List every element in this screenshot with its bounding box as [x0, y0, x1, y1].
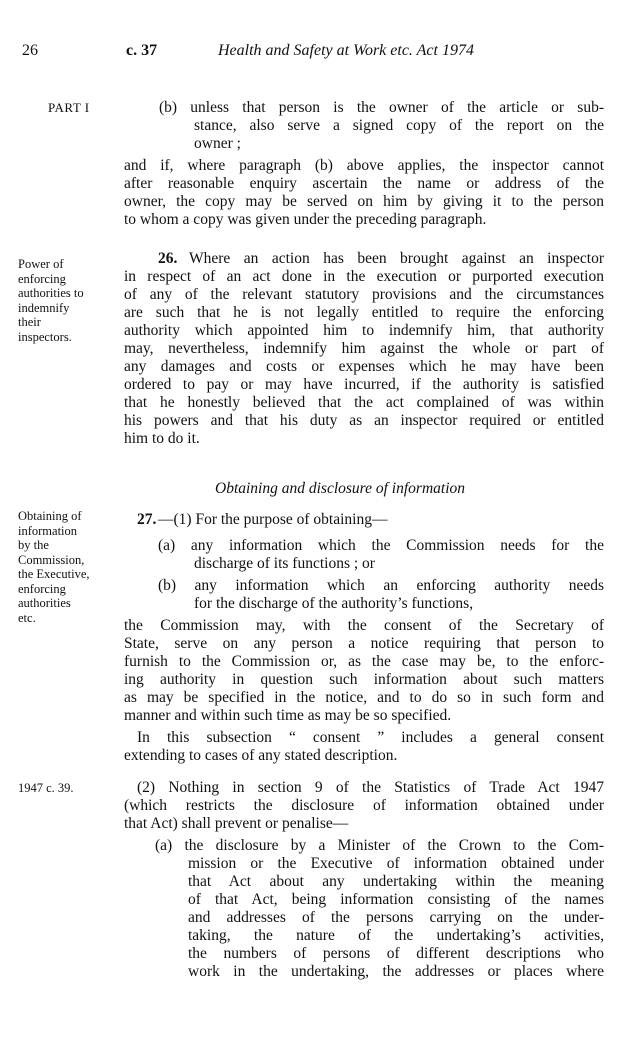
and-if-line: after reasonable enquiry ascertain the name or address of the — [124, 175, 604, 192]
margin-note-line: authorities — [18, 596, 71, 610]
section-27-line: furnish to the Commission or, as the case may be, to the enforc- — [124, 653, 604, 670]
and-if-line: and if, where paragraph (b) above applies, the inspector cannot — [124, 157, 604, 174]
section-26-line: ordered to pay or may have incurred, if the authority is satisfied — [124, 376, 604, 393]
margin-note-line: Commission, — [18, 552, 85, 567]
section-26-line: in respect of an act done in the execution or purported execution — [124, 268, 604, 285]
page-number: 26 — [22, 42, 38, 59]
section-27-line: as may be specified in the notice, and to do so in such form and — [124, 689, 604, 706]
subsection-2-line: that Act) shall prevent or penalise— — [124, 815, 349, 832]
margin-note-line: enforcing — [18, 271, 66, 286]
margin-note-line: information — [18, 523, 78, 538]
para-a-line: discharge of its functions ; or — [194, 555, 375, 572]
para-2a-line: the numbers of persons of different descriptions who — [188, 945, 604, 962]
para-a-line: (a) any information which the Commission needs for the — [158, 537, 604, 554]
section-27-number: 27. — [137, 511, 157, 528]
margin-note-line: the Executive, — [18, 567, 90, 581]
para-2a-line: (a) the disclosure by a Minister of the Crown to the Com- — [155, 837, 604, 854]
margin-note-line: Obtaining of — [18, 509, 82, 523]
section-27-line: the Commission may, with the consent of the Secretary of — [124, 617, 604, 634]
margin-note-line: inspectors. — [18, 329, 72, 344]
margin-note-section-27 — [18, 509, 90, 625]
section-27-line: State, serve on any person a notice requiring that person to — [124, 635, 604, 652]
para-b-line: for the discharge of the authority’s functions, — [194, 595, 474, 612]
subsection-2-line: (2) Nothing in section 9 of the Statistics of Trade Act 1947 — [137, 779, 604, 796]
subsection-2-line: (which restricts the disclosure of information obtained under — [124, 797, 604, 814]
margin-note-line: by the — [18, 538, 49, 552]
para-2a-line: taking, the nature of the undertaking’s activities, — [188, 927, 604, 944]
para-b-line: (b) any information which an enforcing authority needs — [158, 577, 604, 594]
section-27-line: manner and within such time as may be so specified. — [124, 707, 452, 724]
section-26-line: his powers and that his duty as an inspector required or entitled — [124, 412, 604, 429]
and-if-line: owner, the copy may be served on him by giving it to the person — [124, 193, 604, 210]
section-26-number: 26. — [158, 250, 178, 267]
consent-line: In this subsection “ consent ” includes a general consent — [137, 729, 604, 746]
section-26-line: Where an action has been brought against an inspector — [189, 250, 604, 267]
margin-note-line: their — [18, 315, 41, 329]
cross-heading: Obtaining and disclosure of information — [215, 480, 466, 497]
para-b-line: (b) unless that person is the owner of the article or sub- — [159, 99, 604, 116]
chapter-number: c. 37 — [126, 42, 158, 59]
para-2a-line: work in the undertaking, the addresses or places where — [188, 963, 604, 980]
section-26-line: are such that he is not legally entitled to require the enforcing — [124, 304, 604, 321]
consent-line: extending to cases of any stated description. — [124, 747, 398, 764]
para-2a-line: that Act about any undertaking within the meaning — [188, 873, 604, 890]
section-27-line: ing authority in question such information about such matters — [124, 671, 604, 688]
margin-note-line: indemnify — [18, 300, 70, 315]
section-26-line: of any of the relevant statutory provisions and the circumstances — [124, 286, 604, 303]
and-if-line: to whom a copy was given under the preceding paragraph. — [124, 211, 487, 228]
para-2a-line: and addresses of the persons carrying on the under- — [188, 909, 604, 926]
section-27-intro: —(1) For the purpose of obtaining— — [158, 511, 388, 528]
part-label: PART I — [48, 100, 90, 115]
section-26-line: authority which appointed him to indemnify him, that authority — [124, 322, 604, 339]
para-2a-line: of that Act, being information consisting of the names — [188, 891, 604, 908]
section-26-line: may, nevertheless, indemnify him against the whole or part of — [124, 340, 604, 357]
section-26-line: that he honestly believed that the act complained of was within — [124, 394, 604, 411]
para-2a-line: mission or the Executive of information obtained under — [188, 855, 604, 872]
margin-note-line: 1947 c. 39. — [18, 781, 74, 795]
para-b-line: owner ; — [194, 135, 241, 152]
section-26-line: any damages and costs or expenses which he may have been — [124, 358, 604, 375]
section-26-line: him to do it. — [124, 430, 200, 447]
act-title: Health and Safety at Work etc. Act 1974 — [218, 42, 474, 59]
margin-note-1947 — [18, 781, 74, 796]
para-b-line: stance, also serve a signed copy of the report on the — [194, 117, 604, 134]
margin-note-line: authorities to — [18, 286, 84, 300]
margin-note-section-26 — [18, 257, 84, 344]
margin-note-line: Power of — [18, 257, 64, 271]
margin-note-line: enforcing — [18, 581, 66, 596]
margin-note-line: etc. — [18, 610, 36, 625]
